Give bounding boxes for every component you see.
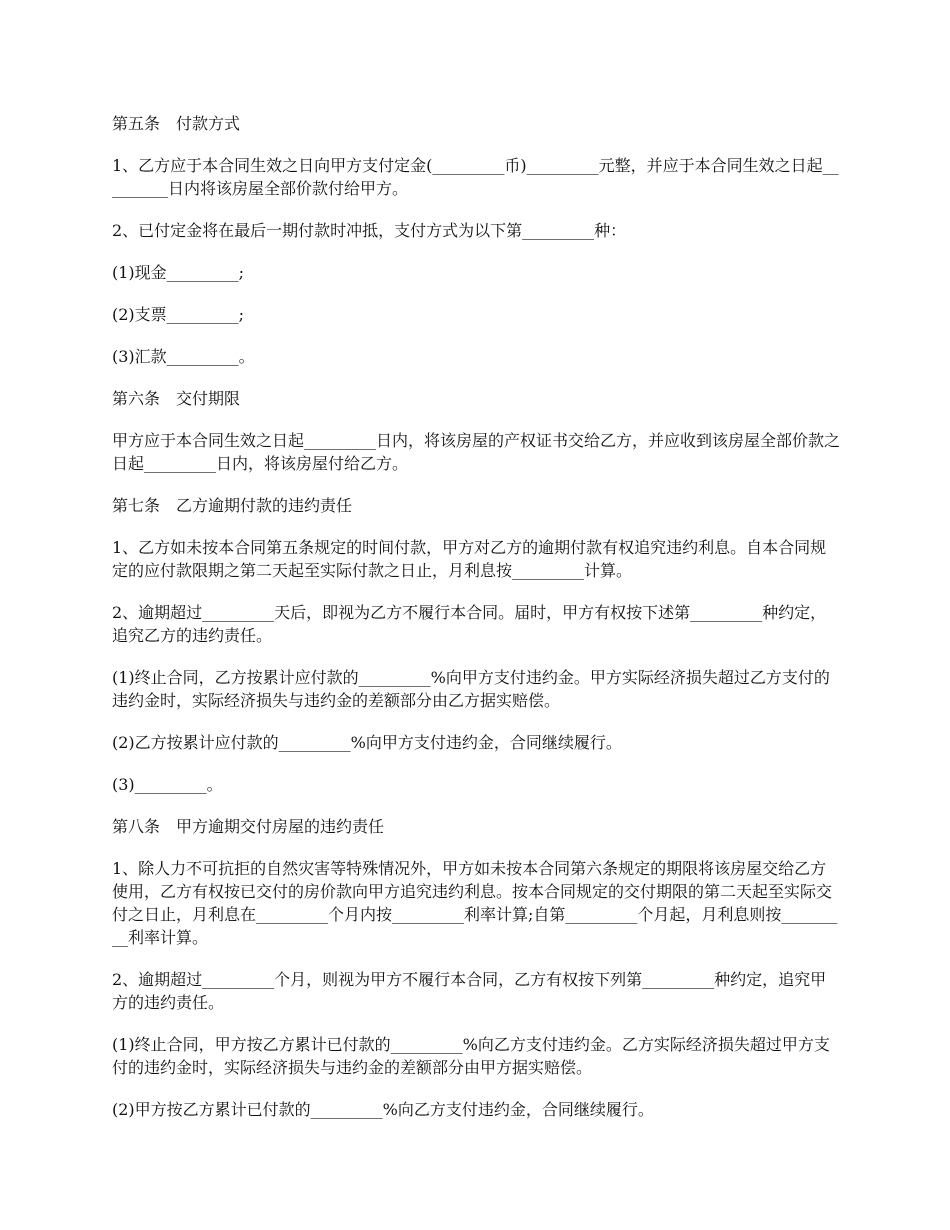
- article-8-heading: 第八条 甲方逾期交付房屋的违约责任: [112, 817, 385, 836]
- article-7-option-3: (3)_________。: [112, 775, 223, 794]
- article-7-option-1: (1)终止合同，乙方按累计应付款的_________%向甲方支付违约金。甲方实际经济损失超过乙方支付的违约金时，实际经济损失与违约金的差额部分由乙方据实赔偿。: [112, 668, 830, 710]
- article-7-clause-2: 2、逾期超过_________天后，即视为乙方不履行本合同。届时，甲方有权按下述第_________种约定，追究乙方的违约责任。: [112, 603, 827, 645]
- article-8-clause-1: 1、除人力不可抗拒的自然灾害等特殊情况外，甲方如未按本合同第六条规定的期限将该房屋交给乙方使用，乙方有权按已交付的房价款向甲方追究违约利息。按本合同规定的交付期限的第二天起至实际交付之日止，月利息在_________个月内按_________利率计算;自第_________个月起，月利息则按_________利率计算。: [112, 859, 838, 947]
- article-7-clause-1: 1、乙方如未按本合同第五条规定的时间付款，甲方对乙方的逾期付款有权追究违约利息。自本合同规定的应付款限期之第二天起至实际付款之日止，月利息按_________计算。: [112, 538, 827, 580]
- article-8-clause-2: 2、逾期超过_________个月，则视为甲方不履行本合同，乙方有权按下列第_________种约定，追究甲方的违约责任。: [112, 970, 827, 1012]
- article-5-heading: 第五条 付款方式: [112, 114, 241, 133]
- article-8-option-2: (2)甲方按乙方累计已付款的_________%向乙方支付违约金，合同继续履行。: [112, 1100, 654, 1119]
- payment-option-remittance: (3)汇款_________。: [112, 347, 255, 366]
- article-6-body: 甲方应于本合同生效之日起_________日内，将该房屋的产权证书交给乙方，并应收到该房屋全部价款之日起_________日内，将该房屋付给乙方。: [112, 431, 841, 473]
- article-6-heading: 第六条 交付期限: [112, 389, 241, 408]
- payment-option-cash: (1)现金_________;: [112, 263, 245, 282]
- article-7-heading: 第七条 乙方逾期付款的违约责任: [112, 496, 353, 515]
- article-8-option-1: (1)终止合同，甲方按乙方累计已付款的_________%向乙方支付违约金。乙方实际经济损失超过甲方支付的违约金时，实际经济损失与违约金的差额部分由甲方据实赔偿。: [112, 1035, 830, 1077]
- payment-option-cheque: (2)支票_________;: [112, 305, 245, 324]
- article-5-clause-2: 2、已付定金将在最后一期付款时冲抵，支付方式为以下第_________种：: [112, 221, 627, 240]
- article-7-option-2: (2)乙方按累计应付款的_________%向甲方支付违约金，合同继续履行。: [112, 733, 622, 752]
- document-page: [112, 112, 840, 1140]
- article-5-clause-1: 1、乙方应于本合同生效之日向甲方支付定金(_________币)_________元整，并应于本合同生效之日起_________日内将该房屋全部价款付给甲方。: [112, 156, 839, 198]
